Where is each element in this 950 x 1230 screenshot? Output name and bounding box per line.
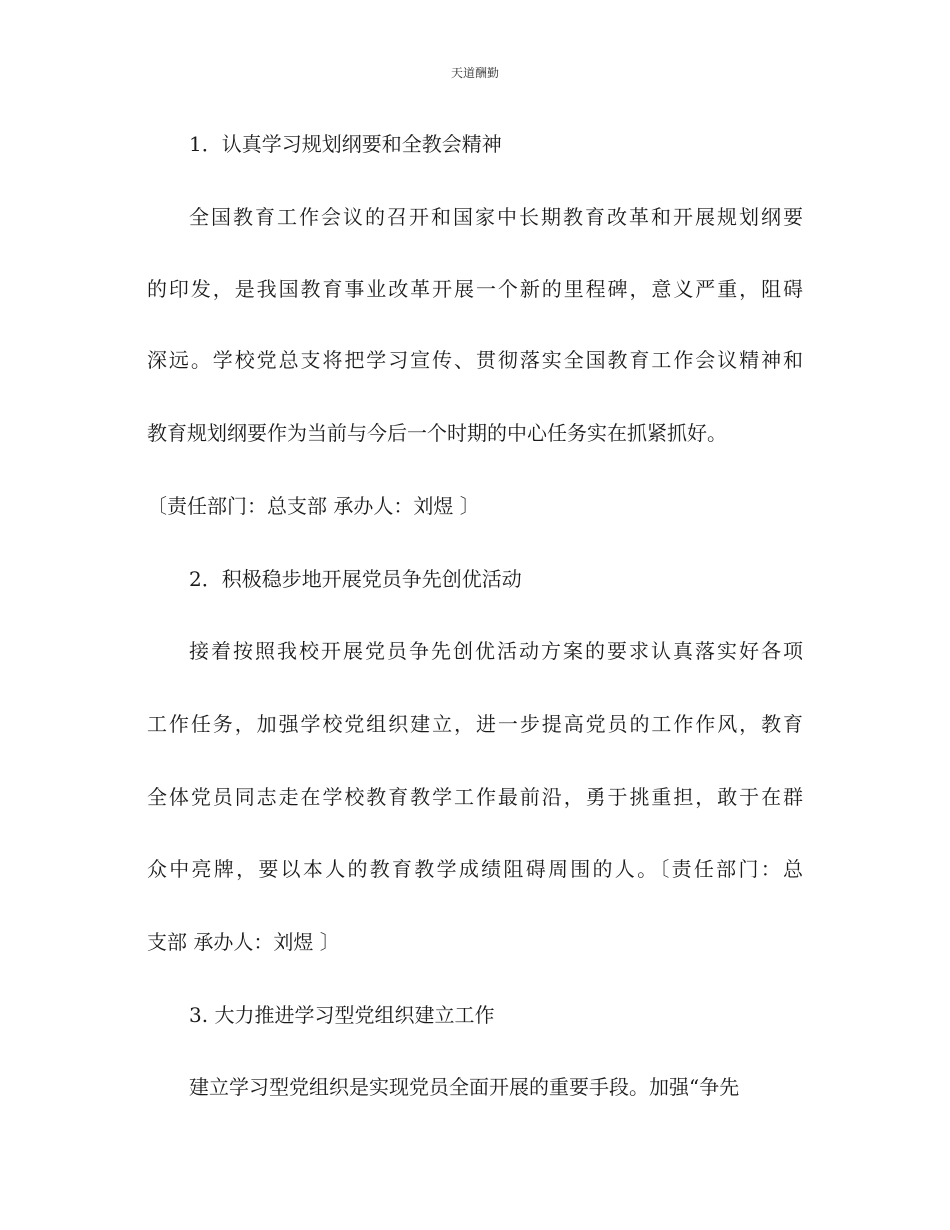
- paragraph-2-line-4: 众中亮牌，要以本人的教育教学成绩阻碍周围的人。〔责任部门：总: [147, 857, 803, 881]
- section-1-heading: 1．认真学习规划纲要和全教会精神: [189, 132, 502, 156]
- paragraph-1-responsibility: 〔责任部门：总支部 承办人：刘煜 〕: [147, 494, 480, 518]
- paragraph-3-line-1: 建立学习型党组织是实现党员全面开展的重要手段。加强“争先: [189, 1075, 740, 1099]
- section-3-heading: 3. 大力推进学习型党组织建立工作: [189, 1003, 495, 1027]
- paragraph-1-line-4: 教育规划纲要作为当前与今后一个时期的中心任务实在抓紧抓好。: [147, 421, 727, 445]
- paragraph-1-line-2: 的印发，是我国教育事业改革开展一个新的里程碑，意义严重，阻碍: [147, 277, 803, 301]
- page-header: 天道酬勤: [450, 66, 499, 80]
- paragraph-2-line-3: 全体党员同志走在学校教育教学工作最前沿，勇于挑重担，敢于在群: [147, 785, 803, 809]
- paragraph-1-line-1: 全国教育工作会议的召开和国家中长期教育改革和开展规划纲要: [189, 205, 803, 229]
- section-2-heading: 2．积极稳步地开展党员争先创优活动: [189, 567, 522, 591]
- paragraph-2-line-1: 接着按照我校开展党员争先创优活动方案的要求认真落实好各项: [189, 639, 803, 663]
- paragraph-2-line-5: 支部 承办人：刘煜 〕: [147, 930, 340, 954]
- paragraph-2-line-2: 工作任务，加强学校党组织建立，进一步提高党员的工作作风，教育: [147, 712, 803, 736]
- paragraph-1-line-3: 深远。学校党总支将把学习宣传、贯彻落实全国教育工作会议精神和: [147, 348, 803, 372]
